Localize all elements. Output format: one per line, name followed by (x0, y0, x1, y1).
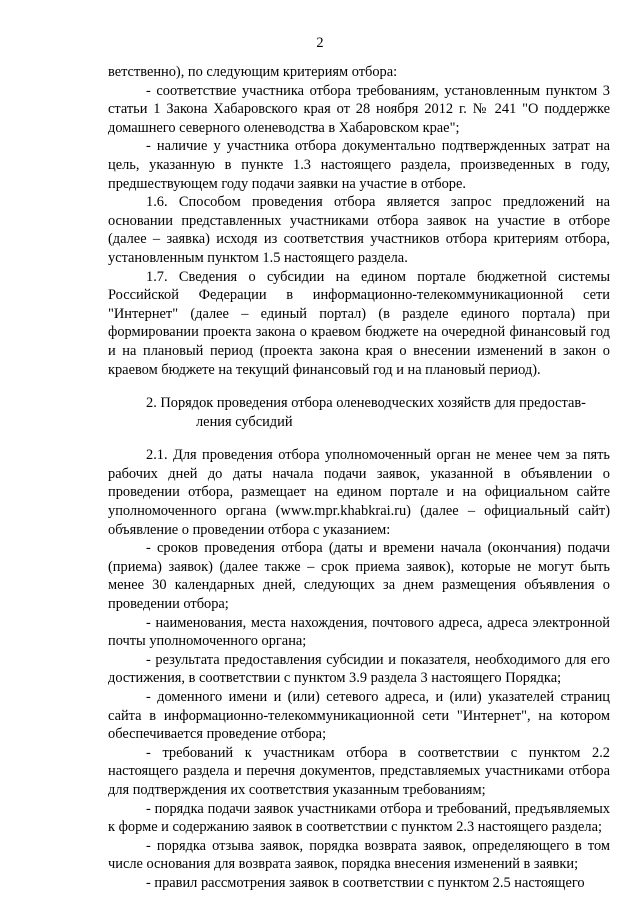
list-item: - сроков проведения отбора (даты и времени начала (окончания) подачи (приема) заявок) (далее также – срок приема заявок), которые не могут быть менее 30 календарных дней, следующих за днем размещения объявления о проведении отбора; (108, 540, 610, 613)
list-item: - порядка отзыва заявок, порядка возврата заявок, определяющего в том числе основания для возврата заявок, порядка внесения изменений в заявки; (108, 837, 610, 873)
section-heading-line-2: ления субсидий (196, 413, 293, 430)
document-body (108, 63, 610, 893)
clause-1-7: 1.7. Сведения о субсидии на едином портале бюджетной системы Российской Федерации в информационно-телекоммуникационной сети "Интернет" (далее – единый портал) (в разделе единого портала) при формировании проекта закона о краевом бюджете на очередной финансовый год и на плановый период (проекта закона края о внесении изменений в закон о краевом бюджете на текущий финансовый год и на плановый период). (108, 268, 610, 378)
criterion-item: - наличие у участника отбора документально подтвержденных затрат на цель, указанную в пункте 1.3 настоящего раздела, произведенных в году, предшествующем году подачи заявки на участие в отборе. (108, 138, 610, 192)
clause-1-6: 1.6. Способом проведения отбора является запрос предложений на основании представленных участниками отбора заявок на участие в отборе (далее – заявка) исходя из соответствия участников отбора критериям отбора, установленным пунктом 1.5 настоящего раздела. (108, 194, 610, 266)
list-item: - наименования, места нахождения, почтового адреса, адреса электронной почты уполномоченного органа; (108, 614, 610, 650)
clause-2-1: 2.1. Для проведения отбора уполномоченный орган не менее чем за пять рабочих дней до даты начала подачи заявок, указанной в объявлении о проведении отбора, размещает на едином портале и на официальном сайте уполномоченного органа (www.mpr.khabkrai.ru) (далее – официальный сайт) объявление о проведении отбора с указанием: (108, 447, 610, 538)
page-number: 2 (316, 35, 324, 51)
list-item: - результата предоставления субсидии и показателя, необходимого для его достижения, в соответствии с пунктом 3.9 раздела 3 настоящего Порядка; (108, 651, 610, 687)
list-item: - порядка подачи заявок участниками отбора и требований, предъявляемых к форме и содержанию заявок в соответствии с пунктом 2.3 настоящего раздела; (108, 800, 610, 836)
section-2-heading (108, 394, 610, 431)
list-item: - правил рассмотрения заявок в соответствии с пунктом 2.5 настоящего (146, 874, 585, 891)
criterion-item: - соответствие участника отбора требованиям, установленным пунктом 3 статьи 1 Закона Хабаровского края от 28 ноября 2012 г. № 241 "О поддержке домашнего северного оленеводства в Хабаровском крае"; (108, 82, 610, 136)
list-item: - доменного имени и (или) сетевого адреса, и (или) указателей страниц сайта в информационно-телекоммуникационной сети "Интернет", на котором обеспечивается проведение отбора; (108, 689, 610, 743)
section-heading-line-1: 2. Порядок проведения отбора оленеводческих хозяйств для предостав- (146, 395, 586, 412)
list-item: - требований к участникам отбора в соответствии с пунктом 2.2 настоящего раздела и перечня документов, представляемых участниками отбора для подтверждения их соответствия указанным требованиям; (108, 744, 610, 798)
paragraph-continuation: ветственно), по следующим критериям отбора: (108, 64, 398, 80)
